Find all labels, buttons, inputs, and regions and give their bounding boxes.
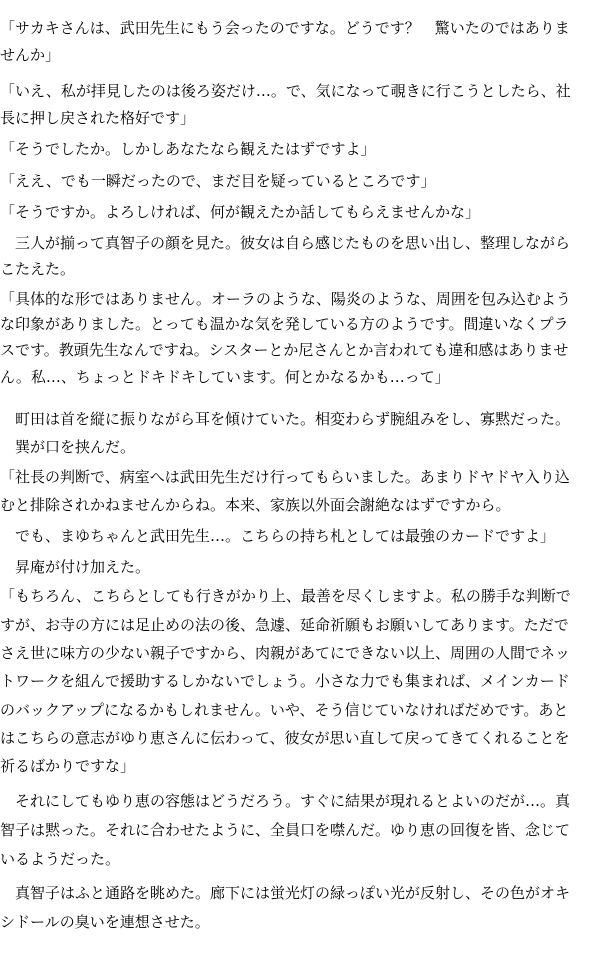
text-line: むと排除されかねませんからね。本来、家族以外面会謝絶なはずですから。 <box>0 496 511 514</box>
text-line: でも、まゆちゃんと武田先生…。こちらの持ち札としては最強のカードですよ」 <box>0 527 556 545</box>
text-line: 三人が揃って真智子の顔を見た。彼女は自ら感じたものを思い出し、整理しながら <box>0 234 571 252</box>
text-line: すが、お寺の方には足止めの法の後、急遽、延命祈願もお願いしてあります。ただで <box>0 616 569 634</box>
text-line: 「いえ、私が拝見したのは後ろ姿だけ…。で、気になって覗きに行こうとしたら、社 <box>0 82 571 100</box>
text-line: 祈るばかりですな」 <box>0 757 136 775</box>
text-line: 真智子はふと通路を眺めた。廊下には蛍光灯の緑っぽい光が反射し、その色がオキ <box>0 884 571 902</box>
text-line: さえ世に味方の少ない親子ですから、肉親があてにできない以上、周囲の人間でネッ <box>0 644 571 662</box>
text-line: スです。教頭先生なんですね。シスターとか尼さんとか言われても違和感はありませ <box>0 341 569 359</box>
text-line: 「サカキさんは、武田先生にもう会ったのですな。どうです？ 驚いたのではありま <box>0 19 570 37</box>
text-line: せんか」 <box>0 46 61 64</box>
text-line: 町田は首を縦に振りながら耳を傾けていた。相変わらず腕組みをし、寡黙だった。 <box>0 410 571 428</box>
text-line: それにしてもゆり恵の容態はどうだろう。すぐに結果が現れるとよいのだが…。真 <box>0 792 571 810</box>
text-line: な印象がありました。とっても温かな気を発している方のようです。間違いなくプラ <box>0 315 569 333</box>
text-line: 「そうでしたか。しかしあなたなら観えたはずですよ」 <box>0 140 376 158</box>
text-line: 智子は黙った。それに合わせたように、全員口を噤んだ。ゆり恵の回復を皆、念じて <box>0 821 571 839</box>
text-line: 昇庵が付け加えた。 <box>0 558 151 576</box>
text-line: こたえた。 <box>0 260 76 278</box>
text-line: いるようだった。 <box>0 850 121 868</box>
text-line: シドールの臭いを連想させた。 <box>0 913 210 931</box>
text-line: はこちらの意志がゆり恵さんに伝わって、彼女が思い直して戻ってきてくれることを <box>0 729 570 747</box>
text-line: 「ええ、でも一瞬だったので、まだ目を疑っているところです」 <box>0 172 436 190</box>
text-line: のバックアップになるかもしれません。いや、そう信じていなければだめです。あと <box>0 701 569 719</box>
text-line: トワークを組んで援助するしかないでしょう。小さな力でも集まれば、メインカード <box>0 672 570 690</box>
text-line: 「もちろん、こちらとしても行きがかり上、最善を尽くしますよ。私の勝手な判断で <box>0 587 571 605</box>
text-line: ん。私…、ちょっとドキドキしています。何とかなるかも…って」 <box>0 368 450 386</box>
text-line: 巽が口を挟んだ。 <box>0 438 136 456</box>
text-line: 「そうですか。よろしければ、何が観えたか話してもらえませんかな」 <box>0 203 481 221</box>
text-line: 「社長の判断で、病室へは武田先生だけ行ってもらいました。あまりドヤドヤ入り込 <box>0 468 570 486</box>
text-line: 長に押し戻された格好です」 <box>0 109 196 127</box>
text-line: 「具体的な形ではありません。オーラのような、陽炎のような、周囲を包み込むよう <box>0 290 571 308</box>
